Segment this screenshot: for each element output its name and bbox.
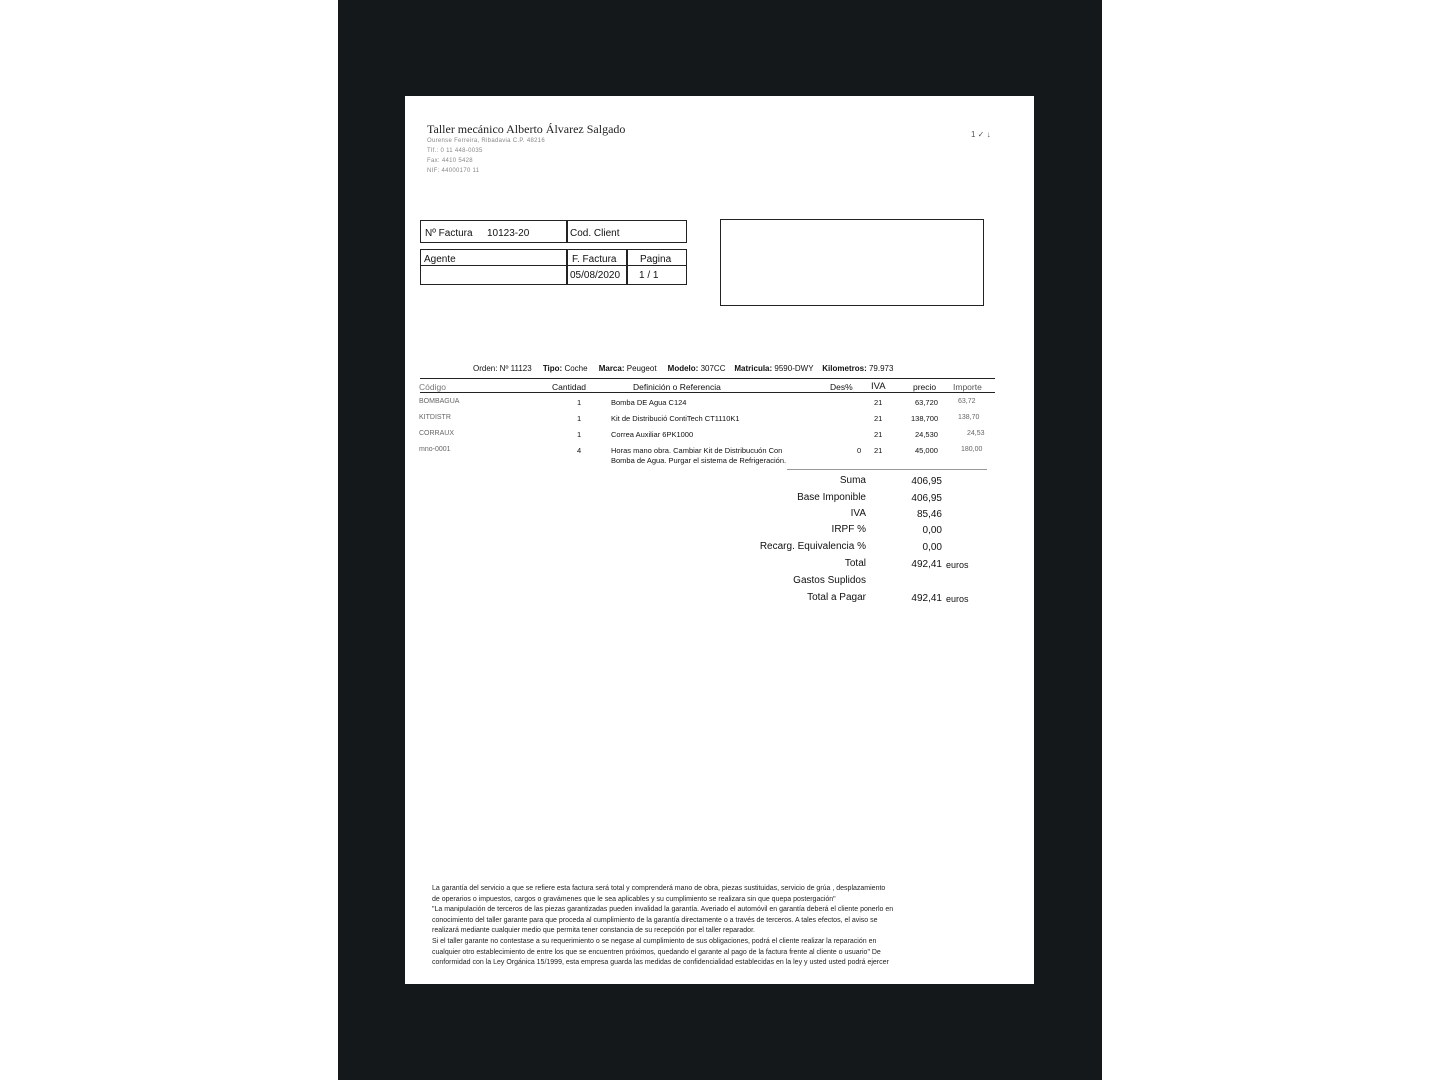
row-codigo: KITDISTR (419, 414, 451, 421)
row-definicion: Correa Auxiliar 6PK1000 (611, 430, 694, 439)
modelo-label: Modelo: (667, 364, 699, 373)
row-codigo: mno-0001 (419, 446, 451, 453)
suma-label: Suma (839, 475, 866, 486)
invoice-number-value: 10123-20 (487, 228, 530, 239)
company-nif: NIF: 44000170 11 (427, 168, 480, 174)
row-importe: 138,70 (958, 414, 980, 421)
base-imponible-value: 406,95 (911, 493, 942, 504)
col-header-descuento: Des% (830, 382, 853, 392)
company-fax: Fax: 4410 5428 (427, 158, 473, 164)
orden-label: Orden: Nº (473, 364, 509, 373)
gastos-suplidos-label: Gastos Suplidos (793, 575, 866, 586)
invoice-date-label: F. Factura (572, 254, 617, 265)
col-header-codigo: Código (419, 382, 446, 392)
col-header-importe: Importe (953, 382, 982, 392)
invoice-date-box (566, 249, 628, 285)
row-descuento: 0 (857, 446, 862, 455)
recargo-value: 0,00 (922, 542, 942, 553)
page-value: 1 / 1 (639, 270, 659, 281)
row-precio: 45,000 (915, 446, 938, 455)
modelo-value: 307CC (700, 364, 726, 373)
footer-line: La garantía del servicio a que se refiere esta factura será total y comprenderá mano de obra, piezas sustituidas, servicio de grúa , desplazamiento (432, 885, 886, 892)
orden-value: 11123 (510, 364, 532, 373)
row-iva: 21 (874, 430, 883, 439)
row-codigo: CORRAUX (419, 430, 455, 437)
recargo-label: Recarg. Equivalencia % (759, 541, 866, 552)
footer-line: "La manipulación de terceros de las piezas garantizadas pueden invalidad la garantía. Averiado el automóvil en garantía deberá el cliente ponerlo en (432, 906, 894, 914)
order-info-line (473, 364, 893, 373)
row-cantidad: 1 (577, 398, 582, 407)
marca-label: Marca: (598, 364, 625, 373)
agent-label: Agente (424, 254, 456, 265)
row-codigo: BOMBAGUA (419, 398, 460, 405)
row-precio: 63,720 (915, 398, 938, 407)
row-definicion-line2: Bomba de Agua. Purgar el sistema de Refrigeración. (611, 456, 787, 465)
footer-line: realizará mediante cualquier medio que permita tener constancia de su recepción por el taller reparador. (432, 927, 755, 935)
corner-mark: 1 ✓ ↓ (971, 130, 991, 139)
row-definicion: Horas mano obra. Cambiar Kit de Distribucuón Con (611, 446, 783, 455)
col-header-precio: precio (913, 382, 937, 392)
row-cantidad: 1 (577, 430, 582, 439)
row-definicion: Kit de Distribució ContiTech CT1110K1 (611, 414, 740, 423)
agent-divider (421, 265, 567, 266)
legal-footer (432, 884, 893, 969)
client-code-box (566, 220, 687, 243)
km-label: Kilometros: (822, 364, 867, 373)
row-importe: 180,00 (961, 446, 983, 453)
row-importe: 63,72 (958, 398, 976, 405)
company-name: Taller mecánico Alberto Álvarez Salgado (427, 122, 626, 136)
col-header-definicion: Definición o Referencia (633, 382, 721, 392)
irpf-label: IRPF % (831, 524, 866, 535)
footer-line: conocimiento del taller garante para que proceda al cumplimiento de la garantía directamente o a través de terceros. A tales efectos, el aviso se (432, 916, 878, 924)
client-code-label: Cod. Client (570, 228, 620, 239)
total-a-pagar-label: Total a Pagar (807, 592, 866, 603)
row-cantidad: 4 (577, 446, 582, 455)
marca-value: Peugeot (626, 364, 657, 373)
footer-line: de operarios o impuestos, cargos o gravámenes que le sea aplicables y su cumplimiento se realizara sin que quepa postergación" (432, 895, 836, 903)
total-label: Total (844, 558, 866, 569)
invoice-date-value: 05/08/2020 (570, 270, 621, 281)
matricula-label: Matricula: (734, 364, 773, 373)
agent-box (420, 249, 568, 285)
company-phone: Tlf.: 0 11 448-0035 (427, 148, 483, 154)
page-number-box (626, 249, 687, 285)
page-label: Pagina (640, 254, 672, 265)
row-precio: 138,700 (911, 414, 939, 423)
table-header-rule (420, 392, 995, 393)
footer-line: Si el taller garante no contestase a su requerimiento o se negase al cumplimiento de sus obligaciones, podrá el cliente realizar la reparación en (432, 937, 877, 945)
row-iva: 21 (874, 446, 883, 455)
row-definicion: Bomba DE Agua C124 (611, 398, 687, 407)
row-cantidad: 1 (577, 414, 582, 423)
matricula-value: 9590-DWY (774, 364, 814, 373)
footer-line: conformidad con la Ley Orgánica 15/1999, esta empresa guarda las medidas de confidencialidad establecidas en la ley y usted usted podrá ejercer (432, 959, 889, 967)
total-a-pagar-unit: euros (946, 594, 969, 604)
base-imponible-label: Base Imponible (797, 492, 866, 503)
col-header-cantidad: Cantidad (552, 382, 587, 392)
iva-value: 85,46 (916, 509, 942, 520)
tipo-value: Coche (564, 364, 588, 373)
client-address-box (720, 219, 984, 306)
row-importe: 24,53 (967, 430, 985, 437)
invoice-page (405, 96, 1034, 984)
company-address: Ourense Ferreira, Ribadavia C.P. 48216 (427, 138, 546, 144)
table-bottom-rule (787, 469, 987, 470)
table-top-rule (420, 378, 995, 379)
irpf-value: 0,00 (922, 525, 942, 536)
row-iva: 21 (874, 398, 883, 407)
invoice-number-label: Nº Factura (425, 228, 473, 239)
date-divider (567, 265, 627, 266)
total-unit: euros (946, 560, 969, 570)
tipo-label: Tipo: (542, 364, 563, 373)
total-value: 492,41 (911, 559, 942, 570)
row-iva: 21 (874, 414, 883, 423)
suma-value: 406,95 (911, 476, 942, 487)
invoice-number-box (420, 220, 568, 243)
col-header-iva: IVA (871, 381, 886, 392)
iva-label: IVA (850, 508, 866, 519)
page-divider (627, 265, 686, 266)
footer-line: cualquier otro establecimiento de entre los que se encuentren próximos, quedando el garante al pago de la factura frente al cliente o usuario" De (432, 948, 881, 956)
total-a-pagar-value: 492,41 (911, 593, 942, 604)
row-precio: 24,530 (915, 430, 938, 439)
km-value: 79.973 (868, 364, 894, 373)
